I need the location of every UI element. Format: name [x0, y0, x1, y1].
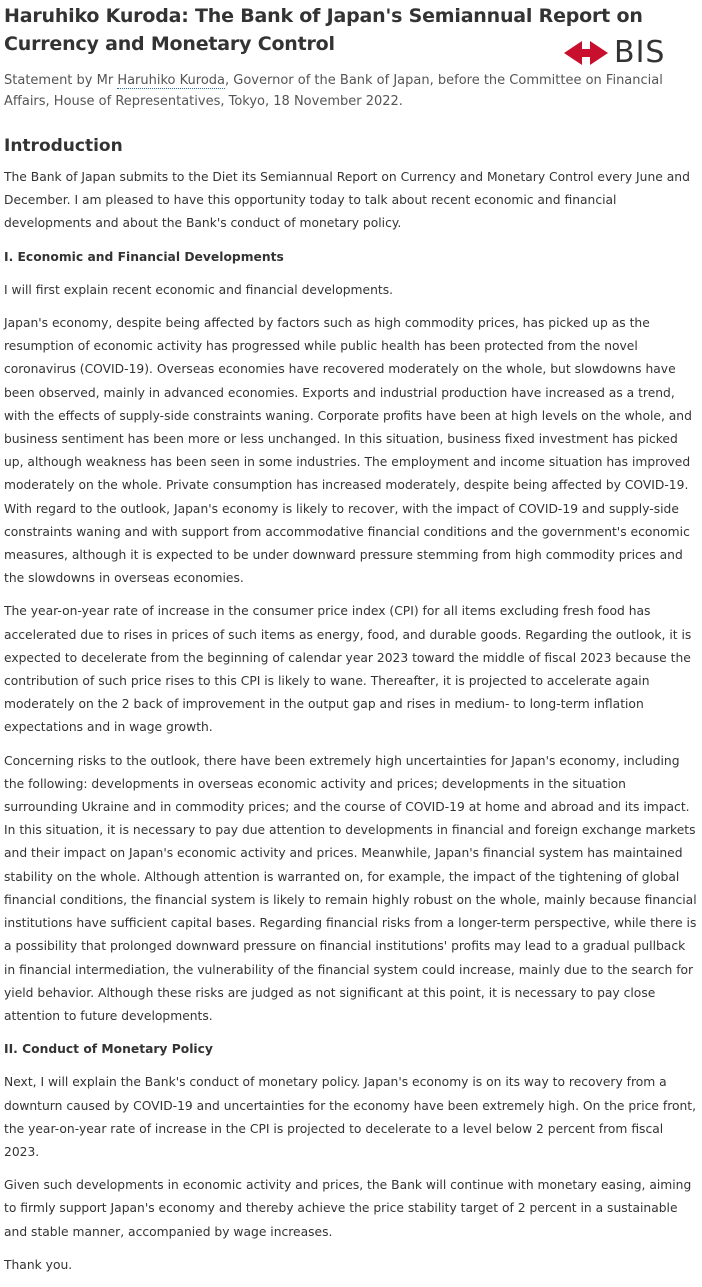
paragraph: Japan's economy, despite being affected by factors such as high commodity prices, has picked up as the resumption of economic activity has progressed while public health has been protected from the novel coronavirus (COVID-19). Overseas economies have recovered moderately on the whole, but slowdowns have been observed, mainly in advanced economies. Exports and industrial production have increased as a trend, with the effects of supply-side constraints waning. Corporate profits have been at high levels on the whole, and business sentiment has been more or less unchanged. In this situation, business fixed investment has picked up, although weakness has been seen in some industries. The employment and income situation has improved moderately on the whole. Private consumption has increased moderately, despite being affected by COVID-19. With regard to the outlook, Japan's economy is likely to recover, with the impact of COVID-19 and supply-side constraints waning and with support from accommodative financial conditions and the government's economic measures, although it is expected to be under downward pressure stemming from high commodity prices and the slowdowns in overseas economies.: [4, 316, 692, 586]
bis-logo-text: BIS: [614, 35, 666, 70]
page-title: Haruhiko Kuroda: The Bank of Japan's Semiannual Report on Currency and Monetary Control: [4, 5, 643, 55]
bis-logo[interactable]: [562, 36, 672, 70]
section-heading: I. Economic and Financial Developments: [4, 249, 284, 264]
speaker-link[interactable]: Haruhiko Kuroda: [117, 73, 225, 88]
paragraph: Given such developments in economic activity and prices, the Bank will continue with monetary easing, aiming to firmly support Japan's economy and thereby achieve the price stability target of 2 percent in a sustainable and stable manner, accompanied by wage increases.: [4, 1178, 692, 1239]
speech-body: [4, 166, 698, 1287]
paragraph: I will first explain recent economic and financial developments.: [4, 282, 394, 297]
paragraph: The year-on-year rate of increase in the consumer price index (CPI) for all items excluding fresh food has accelerated due to rises in prices of such items as energy, food, and durable goods. Regarding the outlook, it is expected to decelerate from the beginning of calendar year 2023 toward the middle of fiscal 2023 because the contribution of such price rises to this CPI is likely to wane. Thereafter, it is projected to accelerate again moderately on the 2 back of improvement in the output gap and rises in medium- to long-term inflation expectations and in wage growth.: [4, 604, 692, 735]
statement-prefix: Statement by Mr: [4, 73, 118, 88]
paragraph: The Bank of Japan submits to the Diet its Semiannual Report on Currency and Monetary Control every June and December. I am pleased to have this opportunity today to talk about recent economic and financial developments and about the Bank's conduct of monetary policy.: [4, 170, 690, 231]
closing-paragraph: Thank you.: [4, 1257, 73, 1272]
statement-suffix: , Governor of the Bank of Japan, before the Committee on Financial Affairs, House of Representatives, Tokyo, 18 November 2022.: [4, 73, 663, 109]
statement-byline: [4, 70, 684, 112]
bis-logo-icon: [562, 38, 610, 68]
paragraph: Concerning risks to the outlook, there have been extremely high uncertainties for Japan's economy, including the following: developments in overseas economic activity and prices; developments in the situation surrounding Ukraine and in commodity prices; and the course of COVID-19 at home and abroad and its impact. In this situation, it is necessary to pay due attention to developments in financial and foreign exchange markets and their impact on Japan's economic activity and prices. Meanwhile, Japan's financial system has maintained stability on the whole. Although attention is warranted on, for example, the impact of the tightening of global financial conditions, the financial system is likely to remain highly robust on the whole, mainly because financial institutions have sufficient capital bases. Regarding financial risks from a longer-term perspective, while there is a possibility that prolonged downward pressure on financial institutions' profits may lead to a gradual pullback in financial intermediation, the vulnerability of the financial system could increase, mainly due to the search for yield behavior. Although these risks are judged as not significant at this point, it is necessary to pay close attention to future developments.: [4, 753, 697, 1023]
introduction-heading: Introduction: [4, 136, 123, 156]
paragraph: Next, I will explain the Bank's conduct of monetary policy. Japan's economy is on its way to recovery from a downturn caused by COVID-19 and uncertainties for the economy have been extremely high. On the price front, the year-on-year rate of increase in the CPI is projected to decelerate to a level below 2 percent from fiscal 2023.: [4, 1075, 697, 1159]
section-heading: II. Conduct of Monetary Policy: [4, 1042, 213, 1057]
